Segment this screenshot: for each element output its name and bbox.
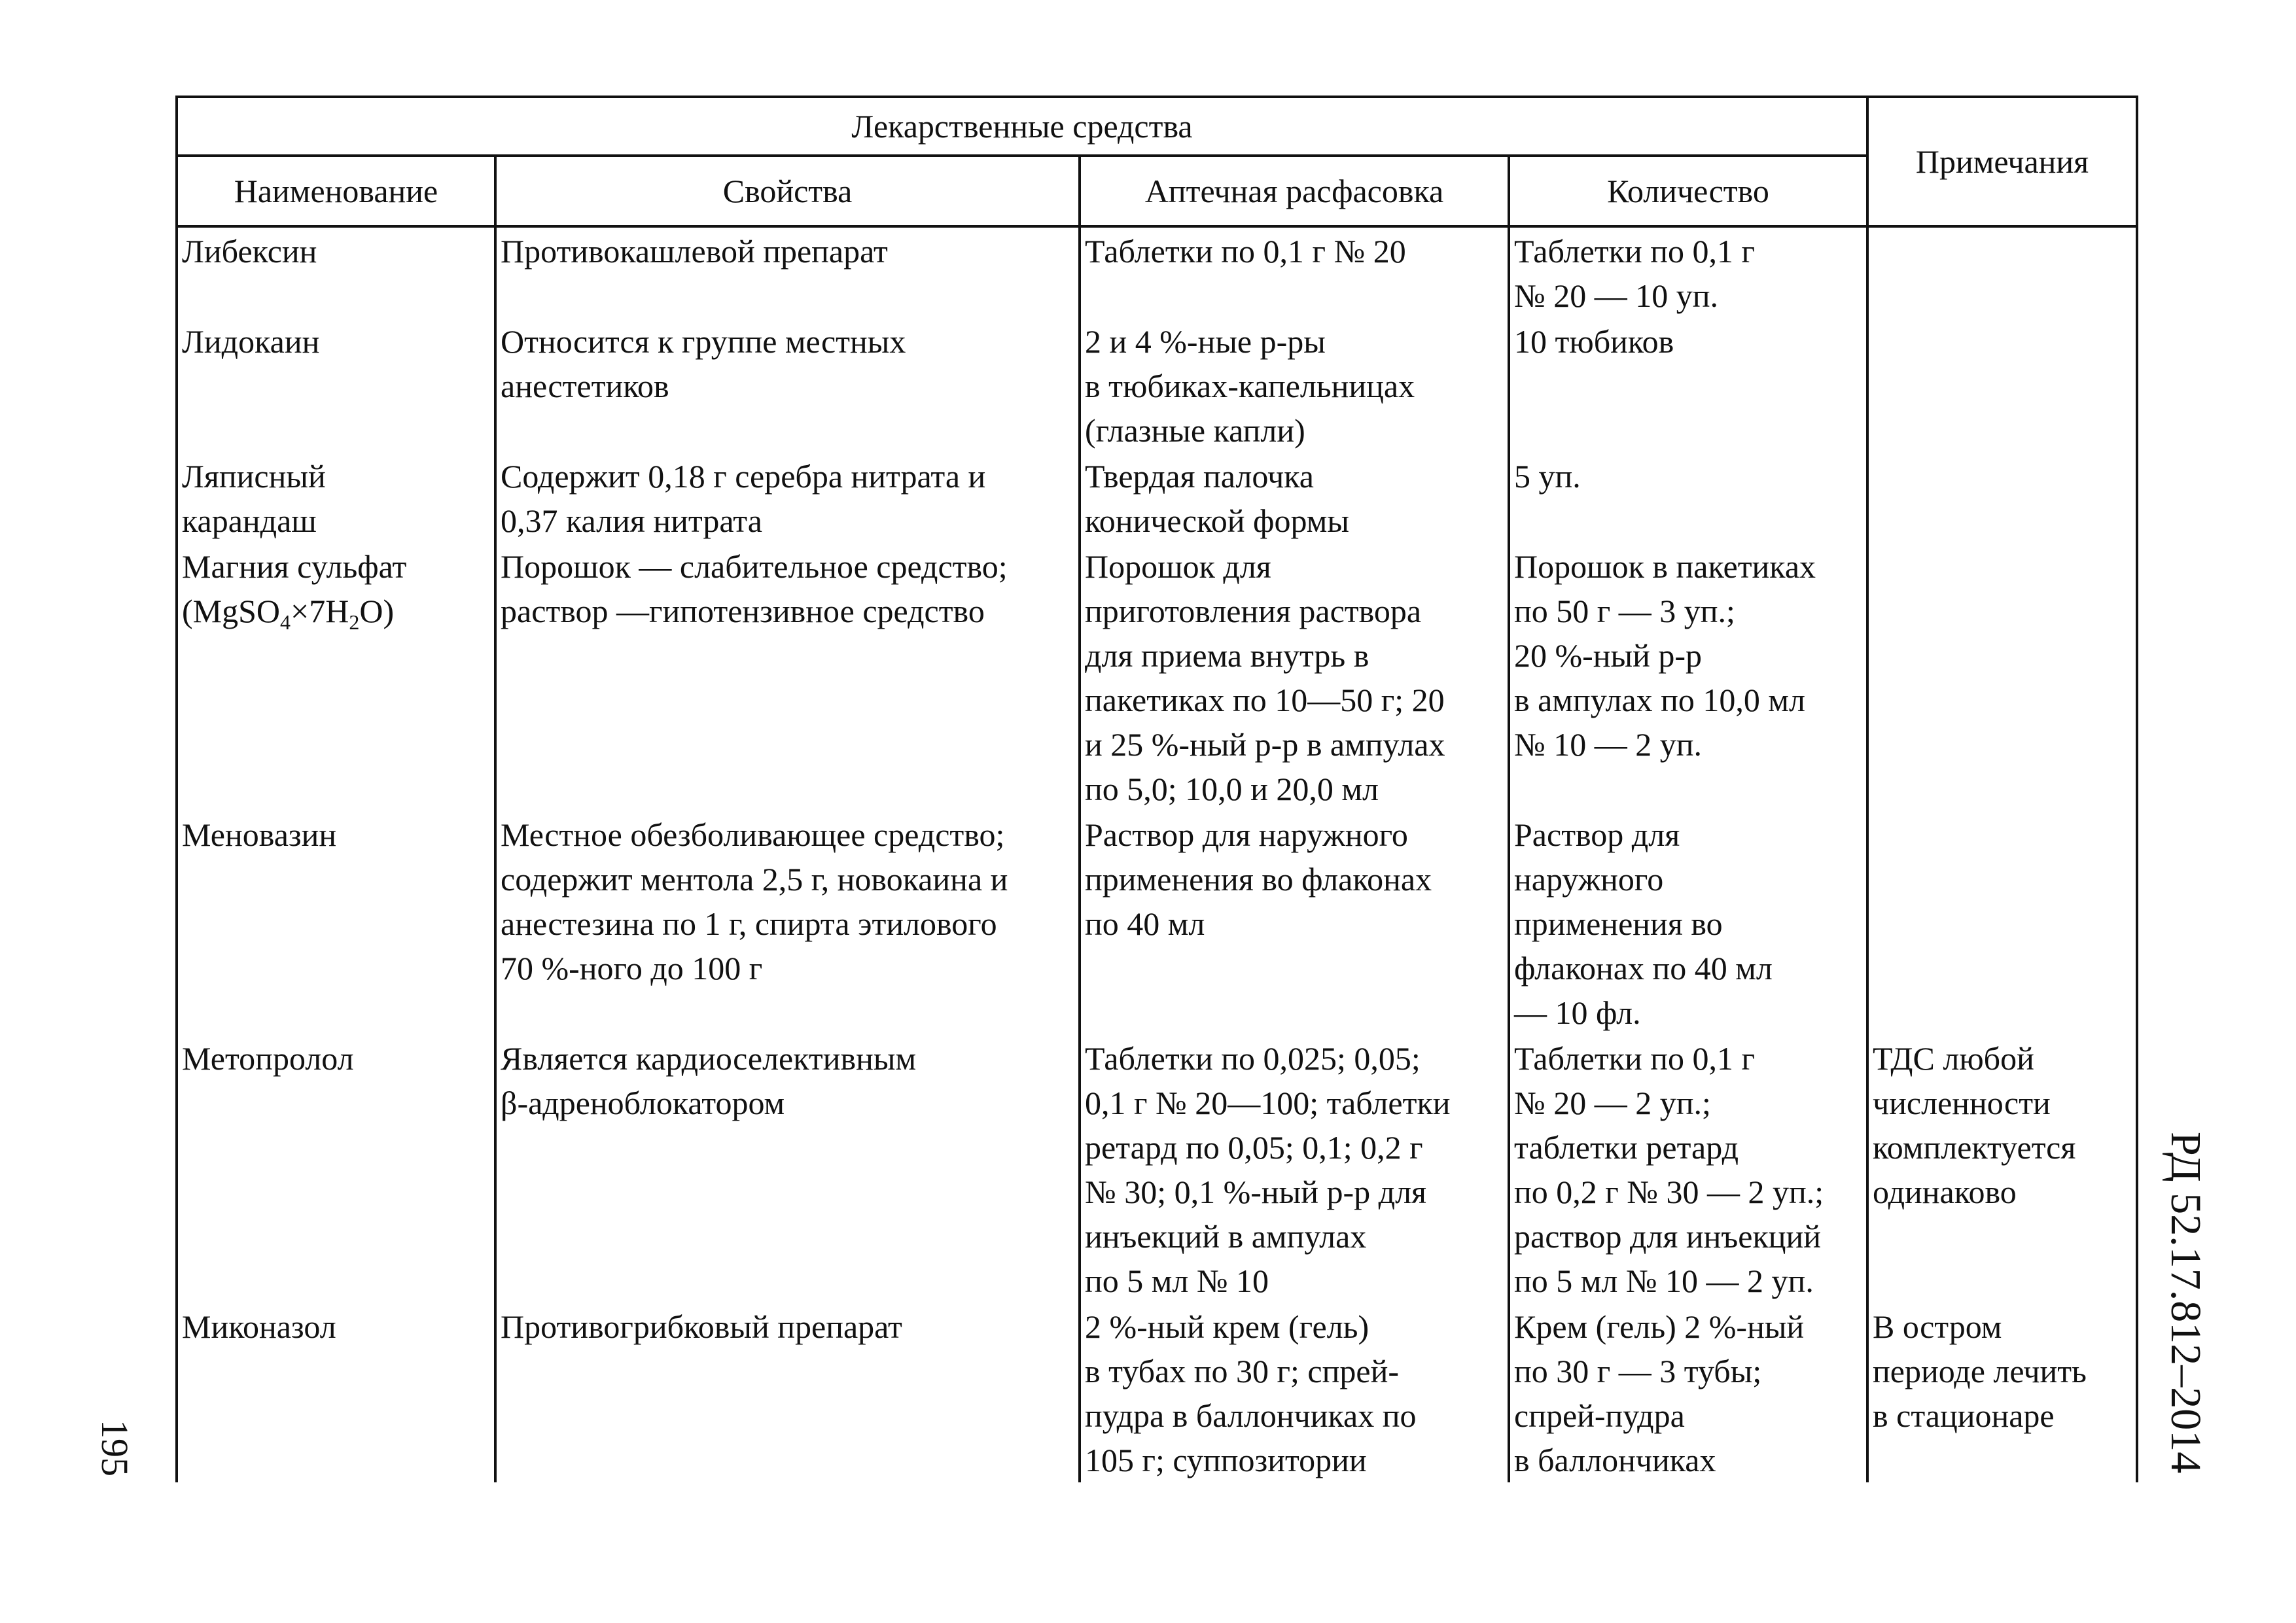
cell-name xyxy=(177,543,495,811)
cell-packaging: Раствор для наружного применения во флаконах по 40 мл xyxy=(1080,811,1509,1035)
cell-properties: Местное обезболивающее средство; содержит ментола 2,5 г, новокаина и анестезина по 1 г, спирта этилового 70 %-ного до 100 г xyxy=(495,811,1080,1035)
notes-header: Примечания xyxy=(1867,97,2137,226)
table-row xyxy=(177,811,2137,1035)
group-header: Лекарственные средства xyxy=(177,97,1867,156)
cell-packaging: 2 %-ный крем (гель) в тубах по 30 г; спрей- пудра в баллончиках по 105 г; суппозитории xyxy=(1080,1303,1509,1482)
cell-notes xyxy=(1867,318,2137,453)
cell-notes xyxy=(1867,811,2137,1035)
cell-quantity: 5 уп. xyxy=(1509,453,1867,543)
cell-notes xyxy=(1867,453,2137,543)
cell-properties: Относится к группе местных анестетиков xyxy=(495,318,1080,453)
cell-notes xyxy=(1867,226,2137,318)
table-row xyxy=(177,543,2137,811)
cell-properties: Противокашлевой препарат xyxy=(495,226,1080,318)
cell-quantity: Таблетки по 0,1 г № 20 — 10 уп. xyxy=(1509,226,1867,318)
cell-notes xyxy=(1867,543,2137,811)
cell-name: Меновазин xyxy=(177,811,495,1035)
cell-properties: Является кардиоселективным β-адреноблокатором xyxy=(495,1035,1080,1303)
cell-quantity: Таблетки по 0,1 г № 20 — 2 уп.; таблетки ретард по 0,2 г № 30 — 2 уп.; раствор для инъекций по 5 мл № 10 — 2 уп. xyxy=(1509,1035,1867,1303)
cell-properties: Порошок — слабительное средство; раствор —гипотензивное средство xyxy=(495,543,1080,811)
page-number: 195 xyxy=(94,1420,136,1476)
table-row xyxy=(177,1303,2137,1482)
cell-properties: Противогрибковый препарат xyxy=(495,1303,1080,1482)
chemical-formula: $(MgSO_4\times 7H_2O)$ xyxy=(182,593,395,634)
cell-name: Лидокаин xyxy=(177,318,495,453)
column-header-quantity: Количество xyxy=(1509,156,1867,226)
drugs-table xyxy=(175,96,2138,1482)
cell-notes: В остром периоде лечить в стационаре xyxy=(1867,1303,2137,1482)
column-header-properties: Свойства xyxy=(495,156,1080,226)
cell-properties: Содержит 0,18 г серебра нитрата и 0,37 калия нитрата xyxy=(495,453,1080,543)
cell-notes: ТДС любой численности комплектуется одинаково xyxy=(1867,1035,2137,1303)
cell-name: Либексин xyxy=(177,226,495,318)
cell-quantity: Порошок в пакетиках по 50 г — 3 уп.; 20 %-ный р-р в ампулах по 10,0 мл № 10 — 2 уп. xyxy=(1509,543,1867,811)
cell-packaging: Твердая палочка конической формы xyxy=(1080,453,1509,543)
document-code: РД 52.17.812–2014 xyxy=(2162,1132,2210,1474)
cell-packaging: Порошок для приготовления раствора для приема внутрь в пакетиках по 10—50 г; 20 и 25 %-ный р-р в ампулах по 5,0; 10,0 и 20,0 мл xyxy=(1080,543,1509,811)
drug-name-line: Магния сульфат xyxy=(182,548,407,585)
cell-quantity: 10 тюбиков xyxy=(1509,318,1867,453)
table-row xyxy=(177,1035,2137,1303)
cell-name: Миконазол xyxy=(177,1303,495,1482)
cell-name: Метопролол xyxy=(177,1035,495,1303)
cell-quantity: Раствор для наружного применения во флаконах по 40 мл — 10 фл. xyxy=(1509,811,1867,1035)
column-header-name: Наименование xyxy=(177,156,495,226)
table-row xyxy=(177,453,2137,543)
cell-packaging: Таблетки по 0,025; 0,05; 0,1 г № 20—100; таблетки ретард по 0,05; 0,1; 0,2 г № 30; 0,1 %-ный р-р для инъекций в ампулах по 5 мл № 10 xyxy=(1080,1035,1509,1303)
cell-packaging: 2 и 4 %-ные р-ры в тюбиках-капельницах (глазные капли) xyxy=(1080,318,1509,453)
table-row xyxy=(177,226,2137,318)
cell-name: Ляписный карандаш xyxy=(177,453,495,543)
table-row xyxy=(177,318,2137,453)
cell-quantity: Крем (гель) 2 %-ный по 30 г — 3 тубы; спрей-пудра в баллончиках xyxy=(1509,1303,1867,1482)
column-header-packaging: Аптечная расфасовка xyxy=(1080,156,1509,226)
cell-packaging: Таблетки по 0,1 г № 20 xyxy=(1080,226,1509,318)
